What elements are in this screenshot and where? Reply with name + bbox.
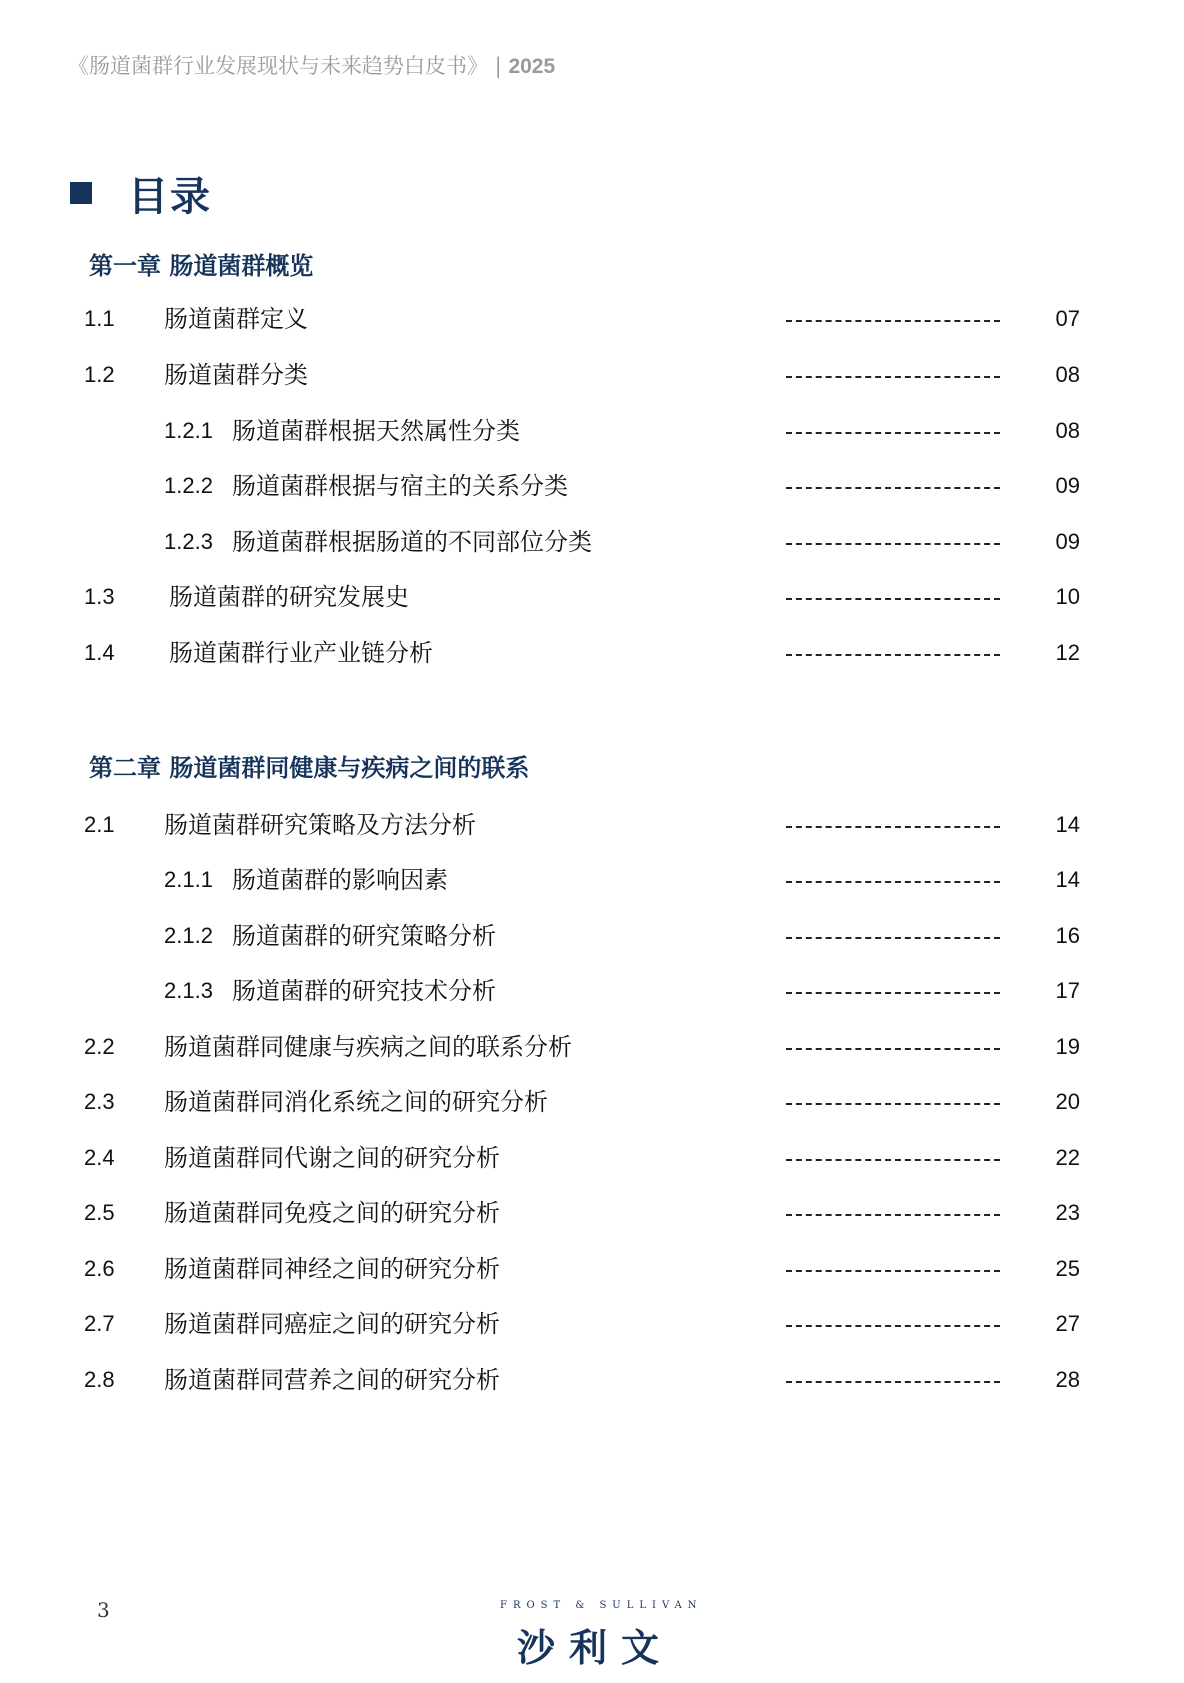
dotted-leader	[786, 1048, 1000, 1050]
entry-number: 2.7	[84, 1311, 115, 1336]
entry-label: 肠道菌群的研究技术分析	[232, 977, 496, 1005]
entry-number: 2.1.3	[164, 978, 213, 1003]
entry-label: 肠道菌群根据与宿主的关系分类	[232, 472, 568, 500]
header-year: 2025	[508, 55, 556, 78]
chapter-2-title[interactable]: 第二章 肠道菌群同健康与疾病之间的联系	[89, 753, 530, 782]
dotted-leader	[786, 992, 1000, 994]
entry-label: 肠道菌群同免疫之间的研究分析	[164, 1199, 500, 1227]
entry-number: 1.2.3	[164, 529, 213, 554]
entry-number: 2.2	[84, 1034, 115, 1059]
chapter-1-title[interactable]: 第一章 肠道菌群概览	[89, 251, 314, 280]
entry-number: 2.1.2	[164, 923, 213, 948]
entry-number: 1.2.2	[164, 473, 213, 498]
dotted-leader	[786, 1270, 1000, 1272]
dotted-leader	[786, 320, 1000, 322]
entry-page: 19	[1055, 1034, 1080, 1059]
toc-entry-1-3[interactable]	[0, 580, 1184, 614]
toc-entry-2-4[interactable]	[0, 1141, 1184, 1175]
entry-number: 2.3	[84, 1089, 115, 1114]
entry-label: 肠道菌群分类	[164, 361, 308, 389]
entry-number: 2.5	[84, 1200, 115, 1225]
dotted-leader	[786, 376, 1000, 378]
entry-number: 1.4	[84, 640, 115, 665]
toc-entry-1-4[interactable]	[0, 636, 1184, 670]
entry-label: 肠道菌群根据天然属性分类	[232, 417, 520, 445]
header-separator: |	[488, 54, 509, 78]
dotted-leader	[786, 598, 1000, 600]
entry-page: 14	[1055, 867, 1080, 892]
entry-number: 1.2	[84, 362, 115, 387]
square-bullet-icon	[70, 182, 92, 204]
logo-chinese: 沙利文	[516, 1626, 673, 1670]
toc-heading	[70, 168, 212, 218]
entry-page: 16	[1055, 923, 1080, 948]
entry-number: 1.3	[84, 584, 115, 609]
entry-page: 08	[1055, 362, 1080, 387]
toc-entry-2-8[interactable]	[0, 1363, 1184, 1397]
toc-entry-1-1[interactable]	[0, 302, 1184, 336]
toc-entry-1-2-3[interactable]	[0, 525, 1184, 559]
entry-page: 17	[1055, 978, 1080, 1003]
dotted-leader	[786, 826, 1000, 828]
page-number: 3	[97, 1598, 110, 1622]
dotted-leader	[786, 432, 1000, 434]
entry-label: 肠道菌群同营养之间的研究分析	[164, 1366, 500, 1394]
toc-entry-2-1-2[interactable]	[0, 919, 1184, 953]
entry-label: 肠道菌群研究策略及方法分析	[164, 811, 476, 839]
entry-label: 肠道菌群同神经之间的研究分析	[164, 1255, 500, 1283]
entry-page: 27	[1055, 1311, 1080, 1336]
entry-label: 肠道菌群同消化系统之间的研究分析	[164, 1088, 548, 1116]
toc-entry-2-1-1[interactable]	[0, 863, 1184, 897]
dotted-leader	[786, 543, 1000, 545]
dotted-leader	[786, 1214, 1000, 1216]
entry-page: 09	[1055, 473, 1080, 498]
dotted-leader	[786, 487, 1000, 489]
dotted-leader	[786, 937, 1000, 939]
dotted-leader	[786, 654, 1000, 656]
toc-entry-2-7[interactable]	[0, 1307, 1184, 1341]
entry-page: 20	[1055, 1089, 1080, 1114]
entry-label: 肠道菌群同癌症之间的研究分析	[164, 1310, 500, 1338]
entry-label: 肠道菌群根据肠道的不同部位分类	[232, 528, 592, 556]
toc-entry-2-5[interactable]	[0, 1196, 1184, 1230]
entry-page: 23	[1055, 1200, 1080, 1225]
entry-page: 09	[1055, 529, 1080, 554]
dotted-leader	[786, 881, 1000, 883]
page-header	[68, 50, 555, 80]
frost-sullivan-logo	[500, 1600, 703, 1672]
toc-entry-2-1[interactable]	[0, 808, 1184, 842]
entry-label: 肠道菌群行业产业链分析	[169, 639, 433, 667]
toc-entry-1-2[interactable]	[0, 358, 1184, 392]
dotted-leader	[786, 1381, 1000, 1383]
logo-english: FROST & SULLIVAN	[500, 1600, 703, 1611]
entry-page: 25	[1055, 1256, 1080, 1281]
entry-label: 肠道菌群的研究发展史	[169, 583, 409, 611]
toc-entry-2-6[interactable]	[0, 1252, 1184, 1286]
entry-page: 10	[1055, 584, 1080, 609]
entry-page: 14	[1055, 812, 1080, 837]
dotted-leader	[786, 1159, 1000, 1161]
entry-number: 2.1	[84, 812, 115, 837]
entry-label: 肠道菌群同健康与疾病之间的联系分析	[164, 1033, 572, 1061]
entry-label: 肠道菌群的影响因素	[232, 866, 448, 894]
entry-number: 2.4	[84, 1145, 115, 1170]
entry-page: 28	[1055, 1367, 1080, 1392]
entry-number: 2.6	[84, 1256, 115, 1281]
toc-title: 目录	[128, 172, 212, 220]
toc-entry-1-2-1[interactable]	[0, 414, 1184, 448]
entry-label: 肠道菌群同代谢之间的研究分析	[164, 1144, 500, 1172]
toc-entry-2-3[interactable]	[0, 1085, 1184, 1119]
entry-number: 2.1.1	[164, 867, 213, 892]
entry-page: 07	[1055, 306, 1080, 331]
entry-page: 12	[1055, 640, 1080, 665]
entry-label: 肠道菌群的研究策略分析	[232, 922, 496, 950]
entry-number: 2.8	[84, 1367, 115, 1392]
toc-entry-2-1-3[interactable]	[0, 974, 1184, 1008]
entry-number: 1.2.1	[164, 418, 213, 443]
entry-label: 肠道菌群定义	[164, 305, 308, 333]
dotted-leader	[786, 1103, 1000, 1105]
entry-page: 08	[1055, 418, 1080, 443]
toc-entry-1-2-2[interactable]	[0, 469, 1184, 503]
toc-entry-2-2[interactable]	[0, 1030, 1184, 1064]
entry-page: 22	[1055, 1145, 1080, 1170]
dotted-leader	[786, 1325, 1000, 1327]
entry-number: 1.1	[84, 306, 115, 331]
header-title: 《肠道菌群行业发展现状与未来趋势白皮书》	[68, 54, 488, 78]
